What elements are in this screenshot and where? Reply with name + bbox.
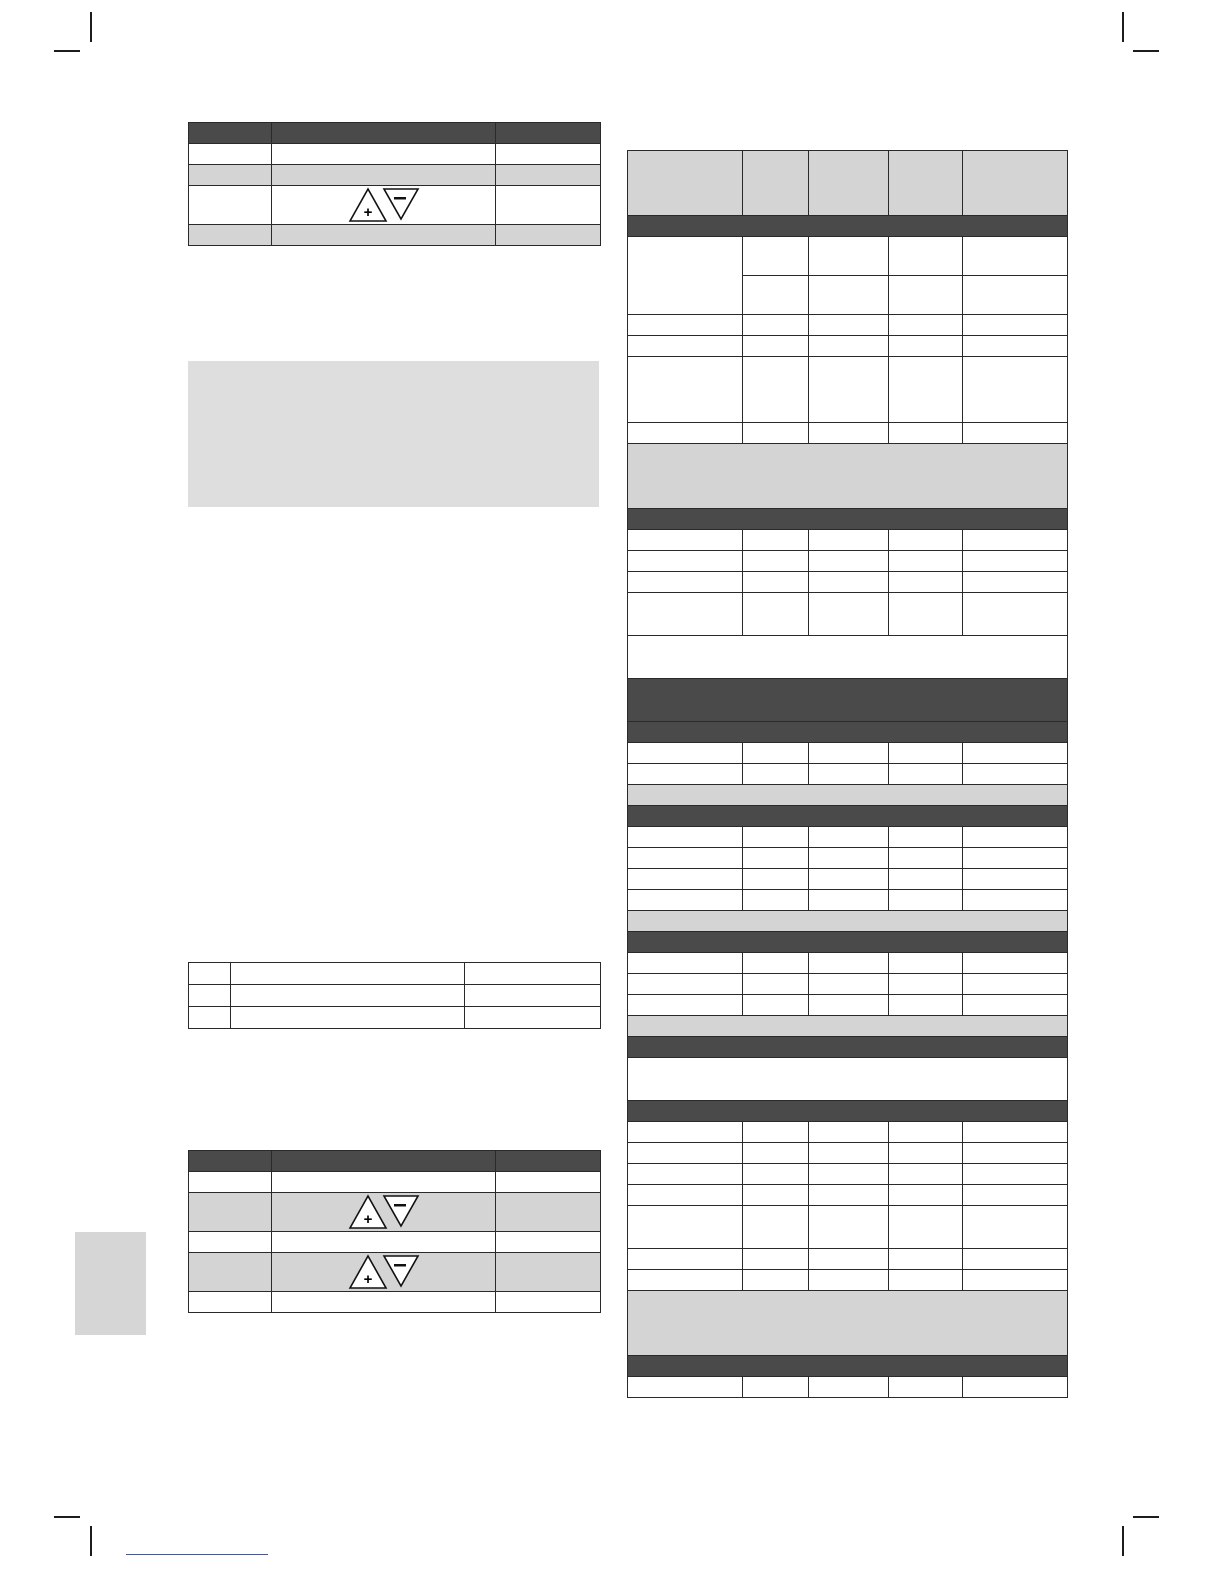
table-cell xyxy=(272,1193,496,1232)
table-cell xyxy=(628,237,743,315)
table-cell xyxy=(231,963,465,985)
table-cell xyxy=(465,1007,601,1029)
column-header xyxy=(743,151,809,216)
table-cell xyxy=(189,144,272,165)
svg-text:+: + xyxy=(363,1271,372,1288)
table-cell xyxy=(743,1122,809,1143)
table-cell xyxy=(628,551,743,572)
table-cell xyxy=(963,1249,1068,1270)
table-cell xyxy=(809,1143,889,1164)
table-cell xyxy=(889,1185,963,1206)
table-cell xyxy=(889,315,963,336)
table-cell xyxy=(628,1164,743,1185)
table-cell xyxy=(809,1249,889,1270)
table-cell xyxy=(889,530,963,551)
table-cell xyxy=(189,1193,272,1232)
table-cell xyxy=(628,423,743,444)
table-cell xyxy=(809,593,889,636)
crop-mark xyxy=(54,50,80,52)
note-row xyxy=(628,785,1068,806)
section-header xyxy=(628,1037,1068,1058)
table-cell xyxy=(809,995,889,1016)
settings-table-2 xyxy=(188,962,601,1029)
table-cell xyxy=(189,165,272,186)
table-cell xyxy=(628,995,743,1016)
column-header xyxy=(628,151,743,216)
section-header xyxy=(628,722,1068,743)
table-cell xyxy=(496,165,601,186)
table-cell xyxy=(889,357,963,423)
table-cell xyxy=(963,530,1068,551)
column-header xyxy=(889,151,963,216)
table-cell xyxy=(628,1122,743,1143)
table-cell xyxy=(743,1270,809,1291)
table-cell xyxy=(628,530,743,551)
header-cell xyxy=(189,1151,272,1172)
plus-minus-icon xyxy=(348,1254,420,1290)
table-cell xyxy=(809,743,889,764)
table-cell xyxy=(963,1377,1068,1398)
table-cell xyxy=(963,974,1068,995)
table-cell xyxy=(743,1185,809,1206)
table-cell xyxy=(189,186,272,225)
settings-table-1 xyxy=(188,122,601,246)
table-cell xyxy=(809,848,889,869)
section-header xyxy=(628,679,1068,722)
table-cell xyxy=(889,1249,963,1270)
table-cell xyxy=(889,827,963,848)
table-cell xyxy=(889,572,963,593)
table-cell xyxy=(809,276,889,315)
table-cell xyxy=(963,423,1068,444)
table-cell xyxy=(809,974,889,995)
section-header xyxy=(628,1101,1068,1122)
table-cell xyxy=(743,869,809,890)
header-cell xyxy=(272,1151,496,1172)
table-cell xyxy=(963,1143,1068,1164)
table-cell xyxy=(809,1206,889,1249)
column-header xyxy=(963,151,1068,216)
table-cell xyxy=(809,827,889,848)
table-cell xyxy=(963,276,1068,315)
table-cell xyxy=(809,551,889,572)
table-cell xyxy=(496,1172,601,1193)
table-cell xyxy=(889,953,963,974)
table-cell xyxy=(272,225,496,246)
table-cell xyxy=(496,1232,601,1253)
table-cell xyxy=(963,593,1068,636)
svg-text:+: + xyxy=(363,204,372,221)
table-cell xyxy=(743,315,809,336)
table-cell xyxy=(889,890,963,911)
table-cell xyxy=(628,848,743,869)
table-cell xyxy=(231,985,465,1007)
table-cell xyxy=(743,572,809,593)
section-header xyxy=(628,932,1068,953)
table-cell xyxy=(963,1185,1068,1206)
table-cell xyxy=(628,357,743,423)
table-cell xyxy=(889,743,963,764)
note-row xyxy=(628,911,1068,932)
table-cell xyxy=(272,1253,496,1292)
table-cell xyxy=(889,1270,963,1291)
table-cell xyxy=(809,1122,889,1143)
table-cell xyxy=(496,1253,601,1292)
crop-mark xyxy=(1122,12,1124,42)
table-cell xyxy=(496,144,601,165)
section-header xyxy=(628,806,1068,827)
table-cell xyxy=(743,1206,809,1249)
table-cell xyxy=(743,1249,809,1270)
table-cell xyxy=(963,890,1068,911)
table-cell xyxy=(889,593,963,636)
table-cell xyxy=(889,336,963,357)
table-cell xyxy=(272,1232,496,1253)
table-cell xyxy=(963,237,1068,276)
table-cell xyxy=(889,551,963,572)
table-cell xyxy=(743,743,809,764)
plus-minus-icon xyxy=(348,187,420,223)
table-cell xyxy=(809,1377,889,1398)
table-cell xyxy=(809,336,889,357)
table-cell xyxy=(628,1377,743,1398)
table-cell xyxy=(963,572,1068,593)
table-cell xyxy=(809,357,889,423)
table-cell xyxy=(189,985,231,1007)
header-cell xyxy=(496,123,601,144)
table-cell xyxy=(272,1172,496,1193)
table-cell xyxy=(743,1164,809,1185)
table-cell xyxy=(628,764,743,785)
table-cell xyxy=(889,276,963,315)
table-cell xyxy=(743,530,809,551)
table-cell xyxy=(889,1122,963,1143)
table-cell xyxy=(809,869,889,890)
table-cell xyxy=(628,890,743,911)
table-cell xyxy=(628,1206,743,1249)
note-row xyxy=(628,1016,1068,1037)
table-cell xyxy=(628,953,743,974)
table-cell xyxy=(963,357,1068,423)
table-cell xyxy=(963,995,1068,1016)
table-cell xyxy=(628,869,743,890)
table-cell xyxy=(889,1206,963,1249)
section-header xyxy=(628,216,1068,237)
crop-mark xyxy=(1133,1516,1159,1518)
table-cell xyxy=(743,764,809,785)
table-cell xyxy=(743,357,809,423)
table-cell xyxy=(496,225,601,246)
table-cell xyxy=(809,1185,889,1206)
crop-mark xyxy=(90,12,92,42)
table-cell xyxy=(628,336,743,357)
svg-text:+: + xyxy=(363,1211,372,1228)
footer-link[interactable] xyxy=(126,1554,268,1555)
table-cell xyxy=(743,848,809,869)
table-cell xyxy=(889,1377,963,1398)
section-header xyxy=(628,1356,1068,1377)
table-cell xyxy=(743,1377,809,1398)
table-cell xyxy=(809,315,889,336)
table-cell xyxy=(809,1270,889,1291)
table-cell xyxy=(465,963,601,985)
table-cell xyxy=(743,974,809,995)
table-cell xyxy=(743,953,809,974)
table-cell xyxy=(743,237,809,276)
column-header xyxy=(809,151,889,216)
table-cell xyxy=(465,985,601,1007)
table-cell xyxy=(189,1007,231,1029)
table-cell xyxy=(743,593,809,636)
table-cell xyxy=(628,572,743,593)
table-cell xyxy=(743,423,809,444)
table-cell xyxy=(809,530,889,551)
table-cell xyxy=(189,1253,272,1292)
table-cell xyxy=(963,1122,1068,1143)
table-cell xyxy=(889,995,963,1016)
note-row xyxy=(628,1058,1068,1101)
table-cell xyxy=(743,1143,809,1164)
settings-table-3 xyxy=(188,1150,601,1313)
table-cell xyxy=(963,953,1068,974)
table-cell xyxy=(628,974,743,995)
table-cell xyxy=(889,869,963,890)
table-cell xyxy=(963,869,1068,890)
table-cell xyxy=(628,827,743,848)
table-cell xyxy=(189,1172,272,1193)
table-cell xyxy=(189,225,272,246)
table-cell xyxy=(628,1270,743,1291)
note-row xyxy=(628,636,1068,679)
table-cell xyxy=(809,572,889,593)
table-cell xyxy=(628,1185,743,1206)
table-cell xyxy=(963,1270,1068,1291)
crop-mark xyxy=(90,1526,92,1556)
table-cell xyxy=(963,743,1068,764)
table-cell xyxy=(496,1292,601,1313)
table-cell xyxy=(189,1292,272,1313)
table-cell xyxy=(496,1193,601,1232)
table-cell xyxy=(628,743,743,764)
note-row xyxy=(628,1291,1068,1356)
table-cell xyxy=(628,593,743,636)
table-cell xyxy=(963,1206,1068,1249)
header-cell xyxy=(496,1151,601,1172)
table-cell xyxy=(809,423,889,444)
table-cell xyxy=(963,848,1068,869)
table-cell xyxy=(743,995,809,1016)
table-cell xyxy=(963,1164,1068,1185)
note-panel xyxy=(188,361,599,507)
table-cell xyxy=(963,827,1068,848)
table-cell xyxy=(963,315,1068,336)
crop-mark xyxy=(1122,1526,1124,1556)
plus-minus-icon xyxy=(348,1194,420,1230)
table-cell xyxy=(963,764,1068,785)
table-cell xyxy=(889,764,963,785)
table-cell xyxy=(272,1292,496,1313)
table-cell xyxy=(809,1164,889,1185)
table-cell xyxy=(743,336,809,357)
crop-mark xyxy=(54,1516,80,1518)
table-cell xyxy=(628,1143,743,1164)
table-cell xyxy=(231,1007,465,1029)
table-cell xyxy=(743,276,809,315)
parameter-table xyxy=(627,150,1068,1398)
table-cell xyxy=(963,336,1068,357)
table-cell xyxy=(743,551,809,572)
table-cell xyxy=(743,827,809,848)
table-cell xyxy=(809,953,889,974)
table-cell xyxy=(889,237,963,276)
table-cell xyxy=(963,551,1068,572)
table-cell xyxy=(272,144,496,165)
table-cell xyxy=(809,764,889,785)
table-cell xyxy=(628,1249,743,1270)
table-cell xyxy=(189,963,231,985)
table-cell xyxy=(889,1143,963,1164)
table-cell xyxy=(809,237,889,276)
header-cell xyxy=(189,123,272,144)
table-cell xyxy=(809,890,889,911)
note-row xyxy=(628,444,1068,509)
section-header xyxy=(628,509,1068,530)
side-tab xyxy=(75,1232,146,1335)
table-cell xyxy=(743,890,809,911)
table-cell xyxy=(889,848,963,869)
crop-mark xyxy=(1133,50,1159,52)
header-cell xyxy=(272,123,496,144)
table-cell xyxy=(628,315,743,336)
table-cell xyxy=(272,165,496,186)
table-cell xyxy=(889,974,963,995)
table-cell xyxy=(496,186,601,225)
table-cell xyxy=(189,1232,272,1253)
table-cell xyxy=(889,1164,963,1185)
table-cell xyxy=(272,186,496,225)
table-cell xyxy=(889,423,963,444)
